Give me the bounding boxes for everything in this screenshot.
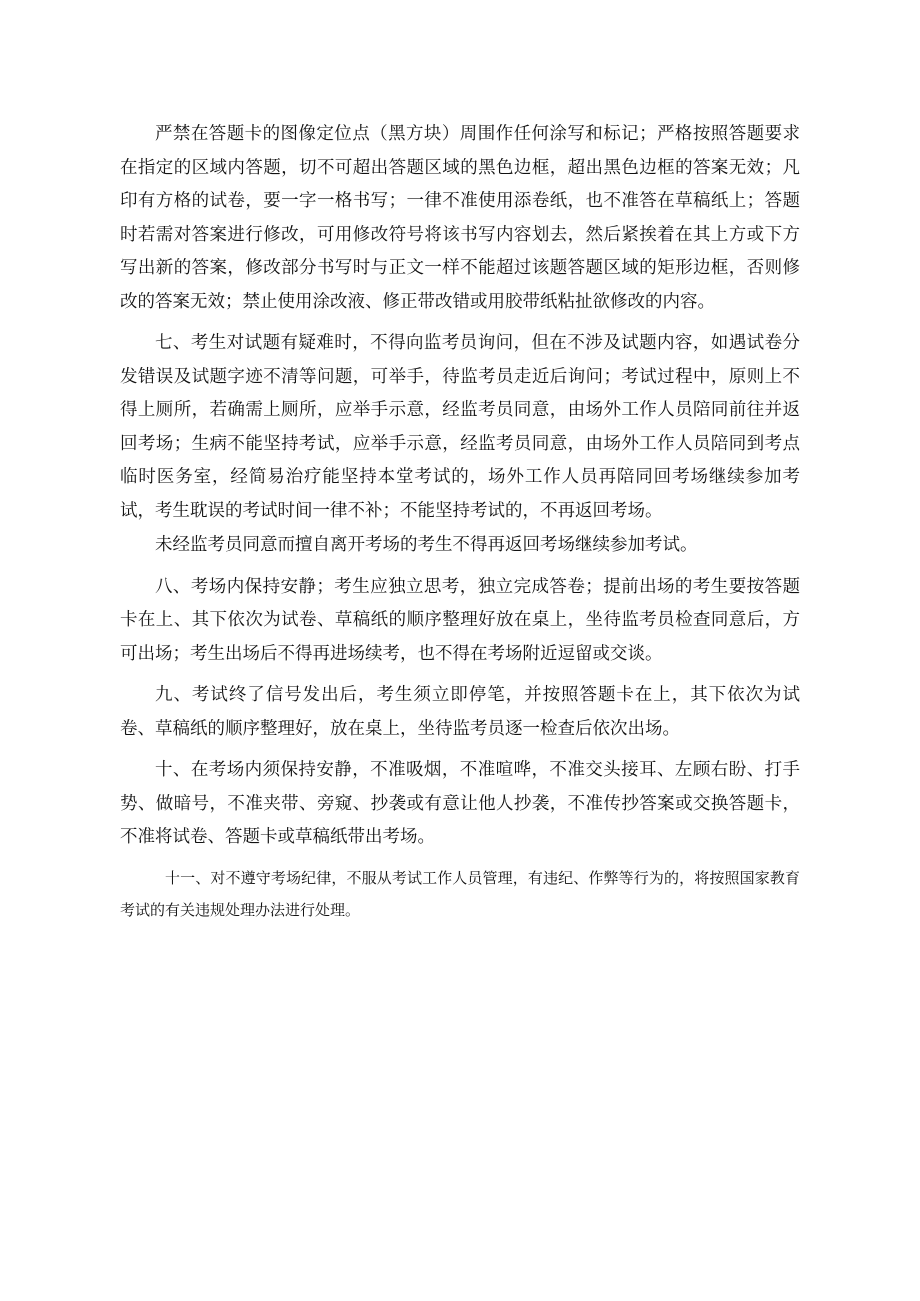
- paragraph-answer-sheet-rules: 严禁在答题卡的图像定位点（黑方块）周围作任何涂写和标记；严格按照答题要求在指定的区域内答题，切不可超出答题区域的黑色边框，超出黑色边框的答案无效；凡印有方格的试卷，要一字一格书写；一律不准使用添卷纸，也不准答在草稿纸上；答题时若需对答案进行修改，可用修改符号将该书写内容划去，然后紧挨着在其上方或下方写出新的答案，修改部分书写时与正文一样不能超过该题答题区域的矩形边框，否则修改的答案无效；禁止使用涂改液、修正带改错或用胶带纸粘扯欲修改的内容。: [120, 124, 800, 312]
- paragraph-rule-8: 八、考场内保持安静；考生应独立思考，独立完成答卷；提前出场的考生要按答题卡在上、其下依次为试卷、草稿纸的顺序整理好放在桌上，坐待监考员检查同意后，方可出场；考生出场后不得再进场续考，也不得在考场附近逗留或交谈。: [120, 576, 800, 664]
- paragraph-rule-7: 七、考生对试题有疑难时，不得向监考员询问，但在不涉及试题内容，如遇试卷分发错误及试题字迹不清等问题，可举手，待监考员走近后询问；考试过程中，原则上不得上厕所，若确需上厕所，应举手示意，经监考员同意，由场外工作人员陪同前往并返回考场；生病不能坚持考试，应举手示意，经监考员同意，由场外工作人员陪同到考点临时医务室，经简易治疗能坚持本堂考试的，场外工作人员再陪同回考场继续参加考试，考生耽误的考试时间一律不补；不能坚持考试的，不再返回考场。: [120, 333, 800, 521]
- paragraph-leaving-room: 未经监考员同意而擅自离开考场的考生不得再返回考场继续参加考试。: [155, 535, 698, 555]
- document-body: [120, 118, 800, 926]
- paragraph-rule-11: 十一、对不遵守考场纪律，不服从考试工作人员管理，有违纪、作弊等行为的，将按照国家教育考试的有关违规处理办法进行处理。: [120, 868, 800, 919]
- paragraph-rule-10: 十、在考场内须保持安静，不准吸烟，不准喧哗，不准交头接耳、左顾右盼、打手势、做暗号，不准夹带、旁窥、抄袭或有意让他人抄袭，不准传抄答案或交换答题卡，不准将试卷、答题卡或草稿纸带出考场。: [120, 760, 800, 847]
- paragraph-rule-9: 九、考试终了信号发出后，考生须立即停笔，并按照答题卡在上，其下依次为试卷、草稿纸的顺序整理好，放在桌上，坐待监考员逐一检查后依次出场。: [120, 685, 800, 739]
